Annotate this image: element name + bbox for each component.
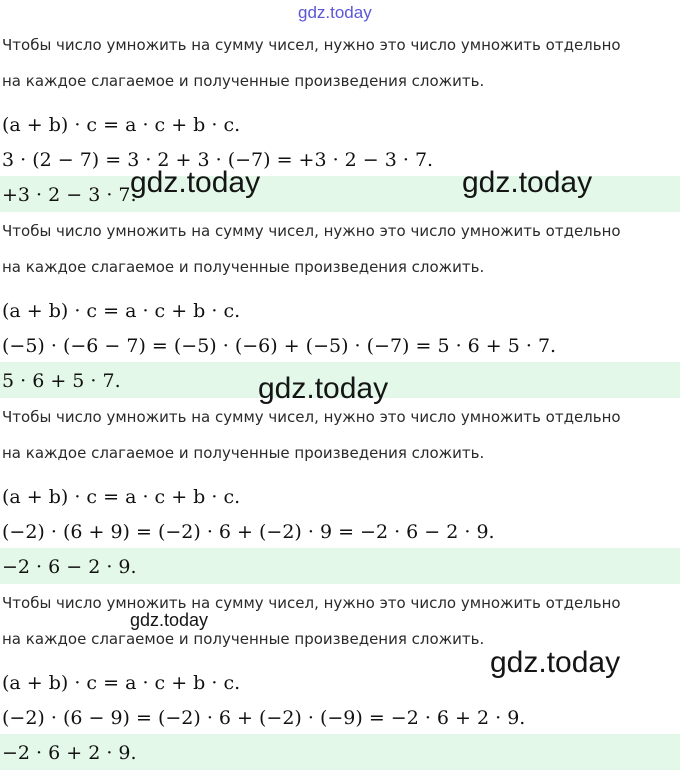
answer-line: −2 · 6 + 2 · 9.: [2, 742, 137, 764]
answer-line: 5 · 6 + 5 · 7.: [2, 370, 121, 392]
calculation-line: (−2) · (6 − 9) = (−2) · 6 + (−2) · (−9) = −2 · 6 + 2 · 9.: [2, 707, 526, 729]
rule-text-line2: на каждое слагаемое и полученные произведения сложить.: [2, 258, 485, 276]
rule-text-line2: на каждое слагаемое и полученные произведения сложить.: [2, 72, 485, 90]
distributive-formula: (a + b) · c = a · c + b · c.: [2, 672, 241, 694]
rule-text-line2: на каждое слагаемое и полученные произведения сложить.: [2, 630, 485, 648]
distributive-formula: (a + b) · c = a · c + b · c.: [2, 114, 241, 136]
rule-text-line2: на каждое слагаемое и полученные произведения сложить.: [2, 444, 485, 462]
calculation-line: (−5) · (−6 − 7) = (−5) · (−6) + (−5) · (−7) = 5 · 6 + 5 · 7.: [2, 335, 557, 357]
watermark: gdz.today: [462, 166, 593, 199]
watermark: gdz.today: [490, 646, 621, 679]
calculation-line: (−2) · (6 + 9) = (−2) · 6 + (−2) · 9 = −2 · 6 − 2 · 9.: [2, 521, 495, 543]
calculation-line: 3 · (2 − 7) = 3 · 2 + 3 · (−7) = +3 · 2 − 3 · 7.: [2, 149, 434, 171]
rule-text-line1: Чтобы число умножить на сумму чисел, нужно это число умножить отдельно: [2, 36, 621, 54]
watermark-top: gdz.today: [298, 3, 372, 22]
watermark: gdz.today: [258, 372, 389, 405]
distributive-formula: (a + b) · c = a · c + b · c.: [2, 486, 241, 508]
rule-text-line1: Чтобы число умножить на сумму чисел, нужно это число умножить отдельно: [2, 408, 621, 426]
answer-line: −2 · 6 − 2 · 9.: [2, 556, 137, 578]
rule-text-line1: Чтобы число умножить на сумму чисел, нужно это число умножить отдельно: [2, 222, 621, 240]
answer-line: +3 · 2 − 3 · 7.: [2, 184, 137, 206]
watermark: gdz.today: [130, 166, 261, 199]
watermark: gdz.today: [130, 610, 209, 630]
rule-text-line1: Чтобы число умножить на сумму чисел, нужно это число умножить отдельно: [2, 594, 621, 612]
distributive-formula: (a + b) · c = a · c + b · c.: [2, 300, 241, 322]
